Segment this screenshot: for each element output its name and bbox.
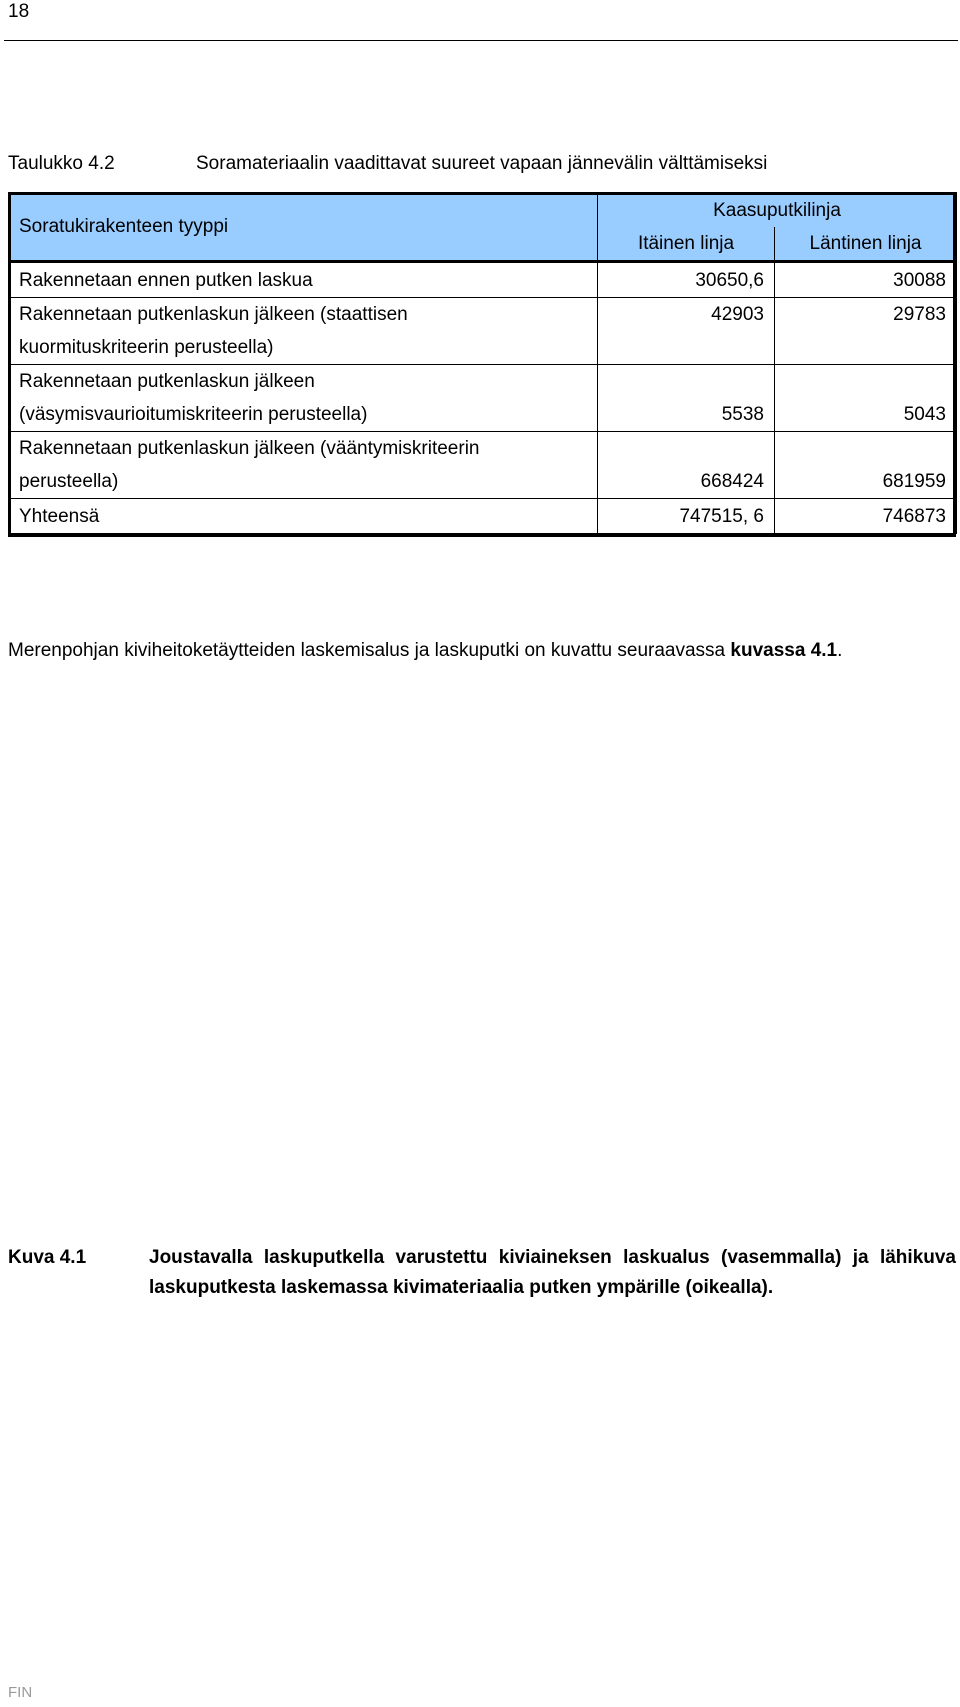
- row-label-line: Rakennetaan ennen putken laskua: [19, 270, 313, 291]
- row-label: [9, 499, 598, 534]
- east-value: 747515, 6: [598, 499, 775, 534]
- west-line-header: Läntinen linja: [775, 227, 957, 262]
- row-label: [9, 298, 598, 365]
- row-label: [9, 262, 598, 298]
- east-value: 5538: [598, 365, 775, 432]
- east-value: 42903: [598, 298, 775, 365]
- east-line-header: Itäinen linja: [598, 227, 775, 262]
- row-label: [9, 432, 598, 499]
- page-number: 18: [8, 1, 30, 22]
- row-label-line: Rakennetaan putkenlaskun jälkeen: [19, 371, 315, 392]
- paragraph-end: .: [837, 640, 843, 661]
- paragraph-text: Merenpohjan kiviheitoketäytteiden laskemisalus ja laskuputki on kuvattu seuraavassa: [8, 640, 731, 661]
- body-paragraph: [8, 634, 956, 667]
- table-caption-title: Soramateriaalin vaadittavat suureet vapaan jännevälin välttämiseksi: [196, 153, 768, 174]
- row-label-line: Rakennetaan putkenlaskun jälkeen (staattisen: [19, 304, 408, 325]
- table-caption-label: Taulukko 4.2: [8, 153, 115, 174]
- table-row: [9, 365, 957, 432]
- type-column-header: Soratukirakenteen tyyppi: [9, 193, 598, 262]
- row-label-line: (väsymisvaurioitumiskriteerin perusteella): [19, 404, 368, 425]
- row-label-line: Rakennetaan putkenlaskun jälkeen (vääntymiskriteerin: [19, 438, 480, 459]
- table-row: [9, 432, 957, 499]
- figure-reference: kuvassa 4.1: [730, 640, 838, 661]
- row-label-line: Yhteensä: [19, 506, 100, 527]
- west-value: 30088: [775, 262, 957, 298]
- west-value: 29783: [775, 298, 957, 365]
- pipeline-group-header: Kaasuputkilinja: [598, 193, 957, 228]
- row-label-line: perusteella): [19, 471, 119, 492]
- header-rule: [4, 40, 958, 41]
- table-row-total: [9, 499, 957, 534]
- table-row: [9, 262, 957, 298]
- quantities-table: [8, 192, 957, 534]
- row-label-line: kuormituskriteerin perusteella): [19, 337, 274, 358]
- west-value: 746873: [775, 499, 957, 534]
- west-value: 681959: [775, 432, 957, 499]
- footer-language-code: FIN: [8, 1684, 33, 1701]
- figure-caption-text: Joustavalla laskuputkella varustettu kiviaineksen laskualus (vasemmalla) ja lähikuva laskuputkesta laskemassa kivimateriaalia putken ympärille (oikealla).: [149, 1247, 956, 1298]
- row-label: [9, 365, 598, 432]
- east-value: 668424: [598, 432, 775, 499]
- table-row: [9, 298, 957, 365]
- figure-caption-label: Kuva 4.1: [8, 1247, 87, 1268]
- east-value: 30650,6: [598, 262, 775, 298]
- west-value: 5043: [775, 365, 957, 432]
